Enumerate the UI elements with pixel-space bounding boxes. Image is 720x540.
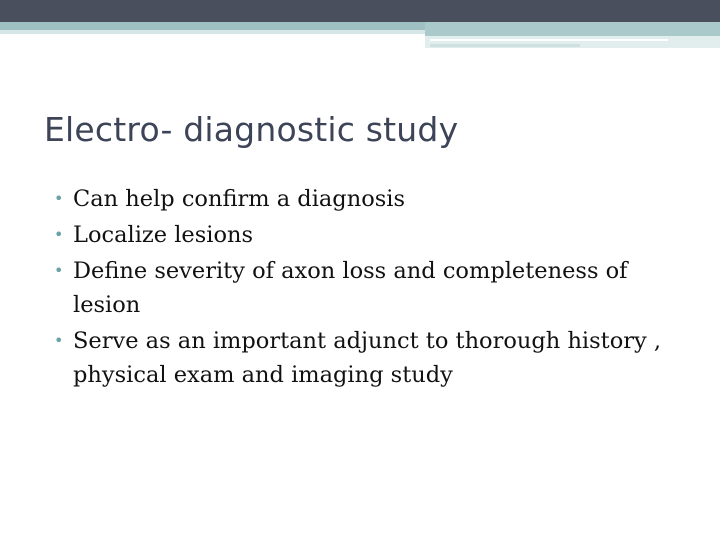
bullet-dot-icon: • — [54, 331, 64, 350]
header-stripe — [430, 39, 668, 41]
bullet-item — [54, 254, 694, 322]
header-band-pale — [0, 30, 425, 34]
bullet-dot-icon: • — [54, 189, 64, 208]
bullet-text: Localize lesions — [73, 222, 254, 248]
header-band-teal-right — [425, 22, 720, 36]
bullet-text: Can help confirm a diagnosis — [73, 186, 406, 212]
bullet-list — [54, 182, 694, 394]
bullet-text: Define severity of axon loss and completeness of lesion — [73, 258, 628, 318]
header-stripe — [430, 44, 580, 47]
bullet-text: Serve as an important adjunct to thorough history , physical exam and imaging study — [73, 328, 662, 388]
bullet-dot-icon: • — [54, 261, 64, 280]
bullet-item — [54, 324, 694, 392]
slide-title: Electro- diagnostic study — [44, 110, 459, 149]
bullet-dot-icon: • — [54, 225, 64, 244]
bullet-item — [54, 218, 694, 252]
bullet-item — [54, 182, 694, 216]
header-band-dark — [0, 0, 720, 22]
